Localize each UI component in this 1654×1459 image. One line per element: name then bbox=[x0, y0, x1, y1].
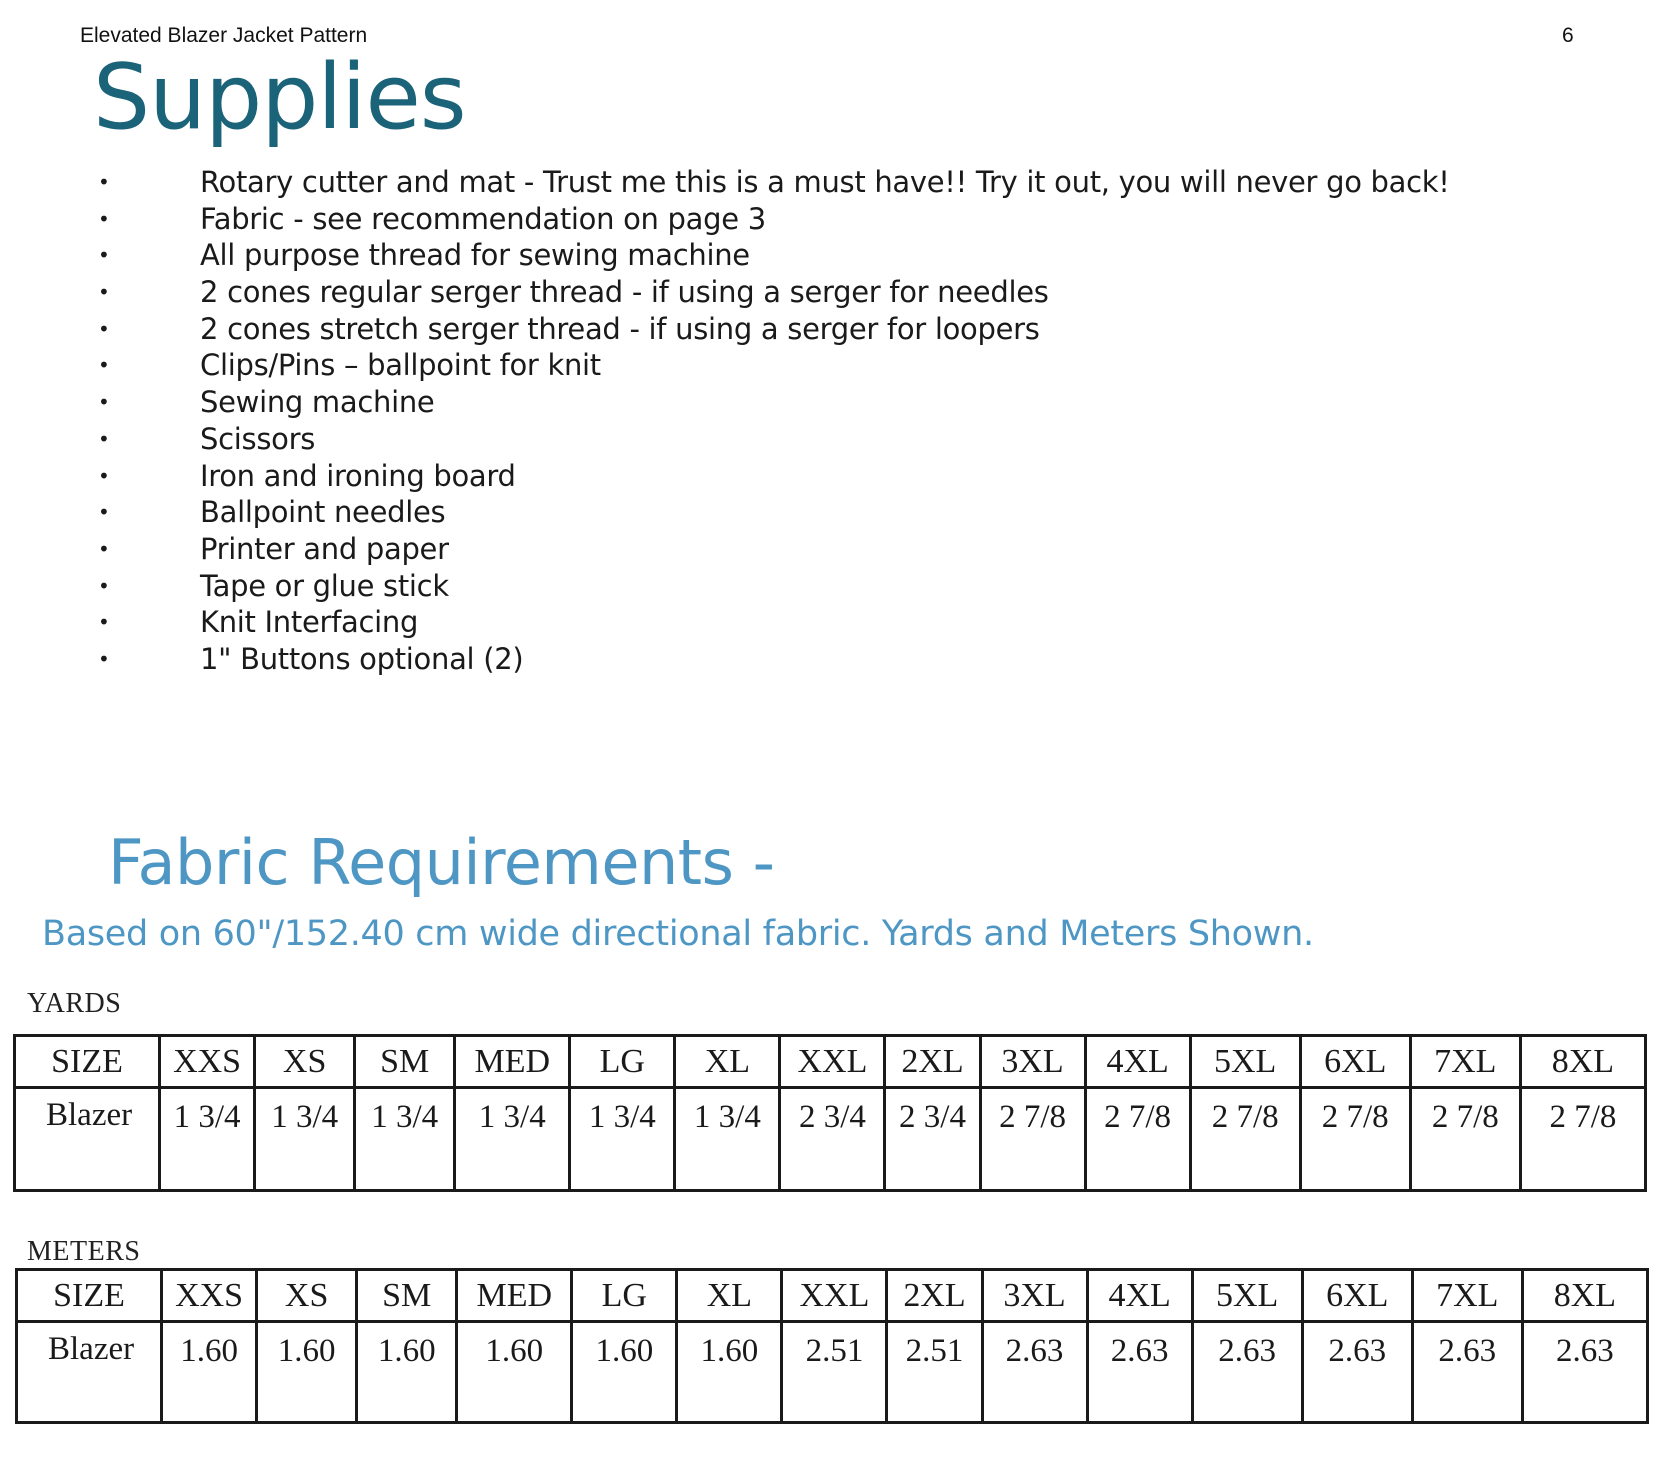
table-cell: 1 3/4 bbox=[570, 1088, 675, 1191]
supply-item-text: Knit Interfacing bbox=[200, 605, 419, 640]
table-cell: 2.51 bbox=[782, 1322, 887, 1423]
bullet-icon: • bbox=[98, 463, 110, 488]
table-cell: 2 7/8 bbox=[980, 1088, 1085, 1191]
table-cell: 1.60 bbox=[257, 1322, 357, 1423]
table-header-cell: XXS bbox=[160, 1036, 255, 1088]
table-cell: 1 3/4 bbox=[160, 1088, 255, 1191]
yards-label: YARDS bbox=[27, 988, 122, 1019]
table-header-cell: 3XL bbox=[980, 1036, 1085, 1088]
bullet-icon: • bbox=[98, 500, 110, 525]
table-cell: 2 7/8 bbox=[1410, 1088, 1520, 1191]
table-row-label: Blazer bbox=[15, 1088, 160, 1191]
table-header-cell: 3XL bbox=[982, 1270, 1087, 1322]
table-header-cell: 8XL bbox=[1522, 1270, 1647, 1322]
bullet-icon: • bbox=[98, 353, 110, 378]
table-header-cell: 2XL bbox=[885, 1036, 980, 1088]
table-cell: 1.60 bbox=[162, 1322, 257, 1423]
table-header-row bbox=[15, 1036, 1646, 1088]
table-header-cell: LG bbox=[570, 1036, 675, 1088]
bullet-icon: • bbox=[98, 206, 110, 231]
table-header-cell: MED bbox=[457, 1270, 572, 1322]
table-row bbox=[15, 1088, 1646, 1191]
table-header-cell: XXL bbox=[780, 1036, 885, 1088]
table-cell: 2.63 bbox=[1412, 1322, 1522, 1423]
table-header-cell: 8XL bbox=[1520, 1036, 1645, 1088]
table-cell: 2 3/4 bbox=[780, 1088, 885, 1191]
table-cell: 2.63 bbox=[982, 1322, 1087, 1423]
table-header-cell: SIZE bbox=[17, 1270, 162, 1322]
supplies-heading: Supplies bbox=[93, 45, 466, 150]
supply-item-text: Printer and paper bbox=[200, 531, 449, 566]
table-header-row bbox=[17, 1270, 1648, 1322]
bullet-icon: • bbox=[98, 536, 110, 561]
fabric-requirements-subheading: Based on 60"/152.40 cm wide directional fabric. Yards and Meters Shown. bbox=[42, 914, 1314, 954]
table-cell: 1 3/4 bbox=[255, 1088, 355, 1191]
table-header-cell: 5XL bbox=[1190, 1036, 1300, 1088]
table-cell: 1.60 bbox=[572, 1322, 677, 1423]
table-cell: 2 7/8 bbox=[1085, 1088, 1190, 1191]
bullet-icon: • bbox=[98, 170, 110, 194]
table-cell: 2 7/8 bbox=[1190, 1088, 1300, 1191]
table-cell: 1.60 bbox=[457, 1322, 572, 1423]
table-cell: 2 7/8 bbox=[1520, 1088, 1645, 1191]
table-cell: 1 3/4 bbox=[355, 1088, 455, 1191]
supply-item-text: All purpose thread for sewing machine bbox=[200, 238, 750, 273]
bullet-icon: • bbox=[98, 573, 110, 598]
supply-item-text: Tape or glue stick bbox=[200, 568, 449, 603]
page-number: 6 bbox=[1562, 24, 1574, 47]
table-cell: 1.60 bbox=[357, 1322, 457, 1423]
table-cell: 2.63 bbox=[1192, 1322, 1302, 1423]
table-header-cell: XS bbox=[255, 1036, 355, 1088]
meters-label: METERS bbox=[27, 1236, 141, 1267]
bullet-icon: • bbox=[98, 243, 110, 268]
table-header-cell: 7XL bbox=[1412, 1270, 1522, 1322]
bullet-icon: • bbox=[98, 316, 110, 341]
supply-item-text: Iron and ironing board bbox=[200, 458, 516, 493]
bullet-icon: • bbox=[98, 646, 110, 671]
table-header-cell: LG bbox=[572, 1270, 677, 1322]
meters-table bbox=[15, 1268, 1649, 1424]
supply-item-text: Ballpoint needles bbox=[200, 495, 446, 530]
supply-item-text: 1" Buttons optional (2) bbox=[200, 641, 524, 676]
table-header-cell: 4XL bbox=[1087, 1270, 1192, 1322]
table-cell: 2 3/4 bbox=[885, 1088, 980, 1191]
table-header-cell: XL bbox=[677, 1270, 782, 1322]
bullet-icon: • bbox=[98, 280, 110, 305]
supply-item-text: 2 cones regular serger thread - if using a serger for needles bbox=[200, 275, 1049, 310]
table-header-cell: 7XL bbox=[1410, 1036, 1520, 1088]
table-header-cell: XL bbox=[675, 1036, 780, 1088]
supply-item-text: 2 cones stretch serger thread - if using a serger for loopers bbox=[200, 311, 1040, 346]
table-header-cell: XS bbox=[257, 1270, 357, 1322]
table-cell: 1 3/4 bbox=[675, 1088, 780, 1191]
supply-item-text: Rotary cutter and mat - Trust me this is a must have!! Try it out, you will never go back! bbox=[200, 165, 1450, 199]
supply-item-text: Fabric - see recommendation on page 3 bbox=[200, 201, 766, 236]
table-header-cell: 2XL bbox=[887, 1270, 982, 1322]
table-row bbox=[17, 1322, 1648, 1423]
bullet-icon: • bbox=[98, 390, 110, 415]
fabric-requirements-heading: Fabric Requirements - bbox=[108, 826, 775, 899]
supply-item-text: Sewing machine bbox=[200, 385, 435, 420]
table-header-cell: SM bbox=[355, 1036, 455, 1088]
table-row-label: Blazer bbox=[17, 1322, 162, 1423]
bullet-icon: • bbox=[98, 610, 110, 635]
table-cell: 1 3/4 bbox=[455, 1088, 570, 1191]
table-header-cell: 6XL bbox=[1302, 1270, 1412, 1322]
table-cell: 2.63 bbox=[1522, 1322, 1647, 1423]
table-cell: 2.63 bbox=[1087, 1322, 1192, 1423]
table-header-cell: 6XL bbox=[1300, 1036, 1410, 1088]
table-header-cell: 4XL bbox=[1085, 1036, 1190, 1088]
document-title: Elevated Blazer Jacket Pattern bbox=[80, 24, 368, 47]
table-header-cell: SM bbox=[357, 1270, 457, 1322]
table-header-cell: XXS bbox=[162, 1270, 257, 1322]
bullet-icon: • bbox=[98, 426, 110, 451]
yards-table bbox=[13, 1034, 1647, 1192]
table-header-cell: 5XL bbox=[1192, 1270, 1302, 1322]
supply-item-text: Clips/Pins – ballpoint for knit bbox=[200, 348, 601, 383]
table-cell: 2 7/8 bbox=[1300, 1088, 1410, 1191]
table-header-cell: MED bbox=[455, 1036, 570, 1088]
table-header-cell: XXL bbox=[782, 1270, 887, 1322]
table-cell: 2.51 bbox=[887, 1322, 982, 1423]
supply-item-text: Scissors bbox=[200, 421, 316, 456]
table-cell: 1.60 bbox=[677, 1322, 782, 1423]
table-cell: 2.63 bbox=[1302, 1322, 1412, 1423]
table-header-cell: SIZE bbox=[15, 1036, 160, 1088]
